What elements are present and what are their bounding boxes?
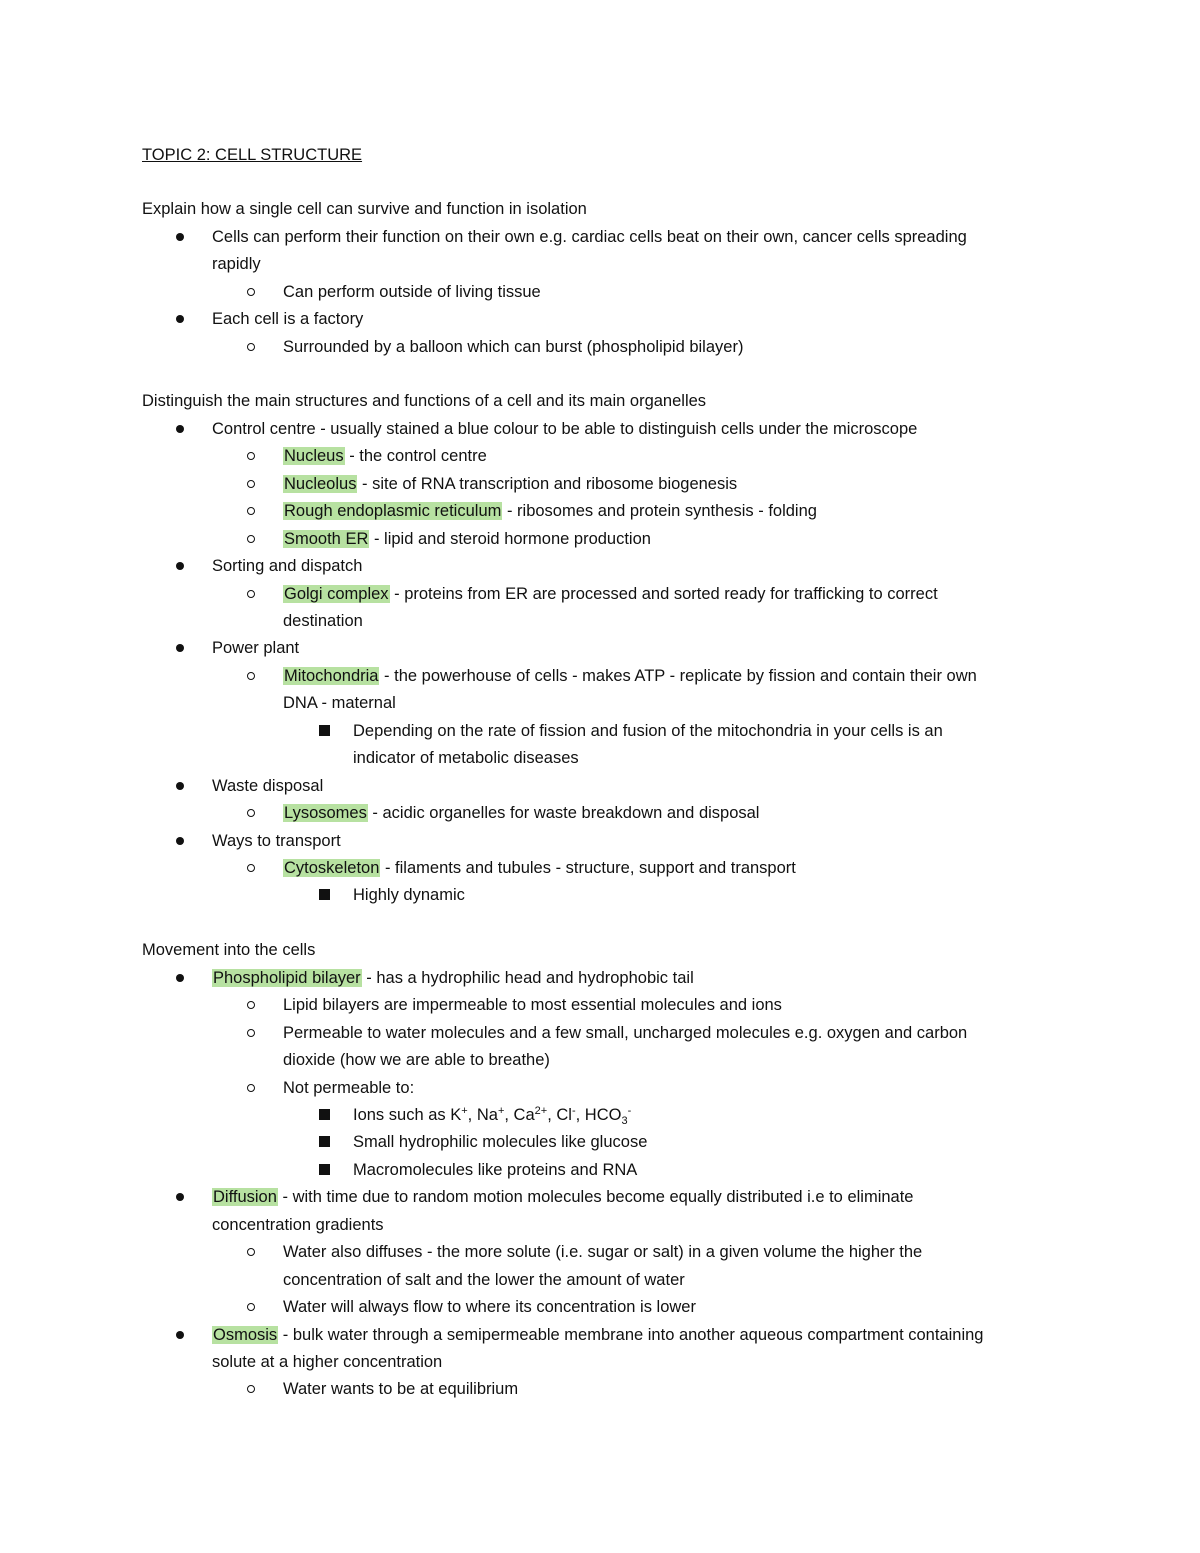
- term-description: - filaments and tubules - structure, support and transport: [380, 859, 796, 877]
- list-item: [283, 473, 737, 495]
- list-item-continuation: dioxide (how we are able to breathe): [283, 1051, 550, 1069]
- bullet-ring-icon: [247, 809, 255, 817]
- list-item: [283, 528, 651, 550]
- bullet-ring-icon: [247, 343, 255, 351]
- superscript: +: [461, 1105, 468, 1117]
- bullet-ring-icon: [247, 1248, 255, 1256]
- bullet-ring-icon: [247, 864, 255, 872]
- list-item: [283, 857, 796, 879]
- list-item: Can perform outside of living tissue: [283, 283, 541, 301]
- list-item-continuation: concentration of salt and the lower the amount of water: [283, 1271, 685, 1289]
- bullet-square-icon: [319, 1109, 330, 1120]
- bullet-ring-icon: [247, 1303, 255, 1311]
- list-item-ions: [353, 1104, 631, 1126]
- bullet-ring-icon: [247, 480, 255, 488]
- bullet-ring-icon: [247, 1084, 255, 1092]
- list-item: [283, 802, 759, 824]
- bullet-dot-icon: [176, 1193, 184, 1201]
- highlighted-term: Rough endoplasmic reticulum: [284, 502, 502, 520]
- ion-text: , Ca: [504, 1106, 535, 1124]
- bullet-dot-icon: [176, 1331, 184, 1339]
- list-item-continuation: rapidly: [212, 255, 261, 273]
- list-item-continuation: DNA - maternal: [283, 694, 396, 712]
- highlighted-term: Nucleolus: [284, 475, 357, 493]
- bullet-ring-icon: [247, 535, 255, 543]
- highlighted-term: Smooth ER: [284, 530, 369, 548]
- list-item: [212, 1186, 913, 1208]
- bullet-dot-icon: [176, 562, 184, 570]
- list-item: Sorting and dispatch: [212, 557, 363, 575]
- bullet-ring-icon: [247, 1385, 255, 1393]
- superscript: +: [497, 1105, 505, 1117]
- highlighted-term: Lysosomes: [284, 804, 367, 822]
- highlighted-term: Cytoskeleton: [284, 859, 380, 877]
- highlighted-term: Mitochondria: [284, 667, 379, 685]
- term-description: - lipid and steroid hormone production: [369, 530, 651, 548]
- bullet-dot-icon: [176, 974, 184, 982]
- list-item: [283, 583, 938, 605]
- list-item: Control centre - usually stained a blue colour to be able to distinguish cells under the microscope: [212, 420, 918, 438]
- term-description: - site of RNA transcription and ribosome biogenesis: [357, 475, 738, 493]
- section-heading: Distinguish the main structures and functions of a cell and its main organelles: [142, 392, 707, 410]
- term-description: - the control centre: [344, 447, 487, 465]
- superscript: -: [571, 1105, 576, 1117]
- list-item: Water also diffuses - the more solute (i.e. sugar or salt) in a given volume the higher the: [283, 1243, 923, 1261]
- page-title: TOPIC 2: CELL STRUCTURE: [142, 146, 363, 164]
- list-item: Small hydrophilic molecules like glucose: [353, 1133, 648, 1151]
- bullet-ring-icon: [247, 590, 255, 598]
- highlighted-term: Diffusion: [213, 1188, 277, 1206]
- list-item: Water will always flow to where its concentration is lower: [283, 1298, 696, 1316]
- bullet-square-icon: [319, 889, 330, 900]
- bullet-ring-icon: [247, 1001, 255, 1009]
- bullet-ring-icon: [247, 1029, 255, 1037]
- list-item: [212, 967, 694, 989]
- ion-text: , HCO: [575, 1106, 622, 1124]
- list-item: Water wants to be at equilibrium: [283, 1380, 519, 1398]
- superscript: 2+: [534, 1105, 548, 1117]
- bullet-ring-icon: [247, 452, 255, 460]
- list-item: Permeable to water molecules and a few small, uncharged molecules e.g. oxygen and carbon: [283, 1024, 968, 1042]
- list-item: Highly dynamic: [353, 886, 465, 904]
- list-item: Surrounded by a balloon which can burst (phospholipid bilayer): [283, 338, 744, 356]
- term-description: - ribosomes and protein synthesis - folding: [502, 502, 817, 520]
- term-description: - with time due to random motion molecules become equally distributed i.e to eliminate: [277, 1188, 914, 1206]
- bullet-ring-icon: [247, 672, 255, 680]
- ion-text: , Na: [467, 1106, 498, 1124]
- bullet-ring-icon: [247, 288, 255, 296]
- list-item: Not permeable to:: [283, 1079, 415, 1097]
- list-item: Power plant: [212, 639, 300, 657]
- ion-text: , Cl: [547, 1106, 572, 1124]
- bullet-dot-icon: [176, 644, 184, 652]
- bullet-square-icon: [319, 1164, 330, 1175]
- list-item-continuation: indicator of metabolic diseases: [353, 749, 579, 767]
- list-item: [212, 1324, 983, 1346]
- bullet-dot-icon: [176, 782, 184, 790]
- highlighted-term: Nucleus: [284, 447, 344, 465]
- highlighted-term: Phospholipid bilayer: [213, 969, 361, 987]
- term-description: - acidic organelles for waste breakdown and disposal: [367, 804, 760, 822]
- subscript: 3: [621, 1115, 628, 1127]
- section-heading: Explain how a single cell can survive and function in isolation: [142, 200, 587, 218]
- highlighted-term: Golgi complex: [284, 585, 389, 603]
- section-heading: Movement into the cells: [142, 941, 316, 959]
- highlighted-term: Osmosis: [213, 1326, 278, 1344]
- bullet-dot-icon: [176, 837, 184, 845]
- list-item: [283, 500, 817, 522]
- term-description: - has a hydrophilic head and hydrophobic tail: [361, 969, 694, 987]
- list-item: Ways to transport: [212, 832, 341, 850]
- list-item: [283, 665, 977, 687]
- list-item: Waste disposal: [212, 777, 324, 795]
- list-item: Lipid bilayers are impermeable to most essential molecules and ions: [283, 996, 782, 1014]
- bullet-dot-icon: [176, 233, 184, 241]
- list-item: [283, 445, 487, 467]
- ions-prefix: Ions such as K: [353, 1106, 462, 1124]
- list-item: Macromolecules like proteins and RNA: [353, 1161, 638, 1179]
- list-item-continuation: destination: [283, 612, 363, 630]
- bullet-square-icon: [319, 1136, 330, 1147]
- list-item-continuation: concentration gradients: [212, 1216, 384, 1234]
- term-description: - proteins from ER are processed and sorted ready for trafficking to correct: [389, 585, 938, 603]
- bullet-dot-icon: [176, 425, 184, 433]
- term-description: - the powerhouse of cells - makes ATP - replicate by fission and contain their own: [379, 667, 977, 685]
- superscript: -: [627, 1105, 632, 1117]
- bullet-square-icon: [319, 725, 330, 736]
- term-description: - bulk water through a semipermeable membrane into another aqueous compartment containing: [278, 1326, 984, 1344]
- bullet-dot-icon: [176, 315, 184, 323]
- list-item: Each cell is a factory: [212, 310, 364, 328]
- list-item: Cells can perform their function on their own e.g. cardiac cells beat on their own, cancer cells spreading: [212, 228, 967, 246]
- list-item-continuation: solute at a higher concentration: [212, 1353, 443, 1371]
- list-item: Depending on the rate of fission and fusion of the mitochondria in your cells is an: [353, 722, 943, 740]
- bullet-ring-icon: [247, 507, 255, 515]
